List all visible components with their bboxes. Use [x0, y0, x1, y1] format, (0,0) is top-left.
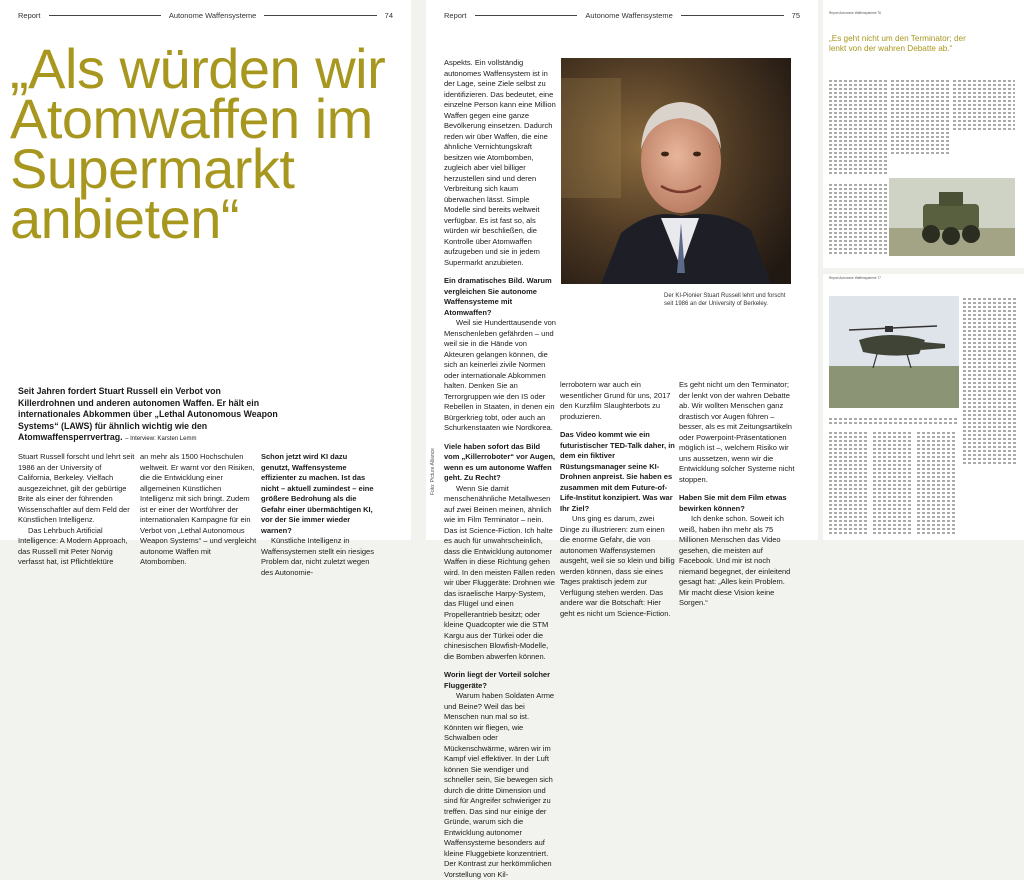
interview-answer: Uns ging es darum, zwei Dinge zu illustrieren: zum einen die enorme Gefahr, die von autonomen Waffensystemen ausgeht, weil sie so klein und billig werden können, dass sie eines Tages praktisch jedem zur Verfügung stehen werden. Das andere war die Botschaft: Hier geht es nicht um Science-Fiction. [560, 514, 675, 618]
article-column-1 [18, 452, 136, 566]
portrait-illustration [561, 58, 791, 284]
article-column-1 [444, 58, 556, 879]
headline: „Als würden wir Atomwaffen im Supermarkt anbieten“ [10, 37, 386, 250]
header-rule [264, 15, 376, 16]
article-column-2 [140, 452, 257, 566]
byline: – Interview: Karsten Lemm [125, 436, 197, 442]
photo-caption: Der KI-Pionier Stuart Russell lehrt und forscht seit 1986 an der University of Berkeley. [664, 293, 786, 307]
running-title: Autonome Waffensysteme [585, 10, 673, 20]
running-title: Autonome Waffensysteme [168, 10, 257, 20]
right-page [426, 0, 818, 879]
article-column-2 [560, 380, 675, 618]
interview-question: Das Video kommt wie ein futuristischer TED-Talk daher, in dem ein fiktiver Rüstungsmanager seine KI-Drohnen anpreist. Sie haben es zusammen mit dem Future-of-Life-Institut konzipiert. Was war Ihr Ziel? [560, 430, 675, 513]
interview-answer: Warum haben Soldaten Arme und Beine? Weil das bei Menschen nun mal so ist. Könnten wir fliegen, wie Schwalben oder Mückenschwärme, wären wir im Kampf viel effektiver. In der Luft können Sie wendiger und schneller sein, Sie bewegen sich durch die dritte Dimension und sind für Angreifer schwieriger zu treffen. Das sind nur einige der Gründe, warum sich die Entwicklung autonomer Waffensysteme besonders auf kleine Fluggebiete konzentriert. Der Kontrast zur herkömmlichen Vorstellung von Kil- [444, 691, 555, 879]
thumb-vehicle-photo [889, 178, 1015, 256]
subheadline [18, 386, 278, 446]
interview-question: Viele haben sofort das Bild vom „Killerroboter“ vor Augen, wenn es um autonome Waffen geht. Zu Recht? [444, 441, 555, 482]
header-rule [49, 15, 161, 16]
body-paragraph: Aspekts. Ein vollständig autonomes Waffensystem ist in der Lage, seine Ziele selbst zu identifizieren. Das bedeutet, eine einzelne Person kann eine Million Waffen gegen eine ganze Bevölkerung einsetzen. Dadurch reden wir über Waffen, die eine ähnliche Vernichtungskraft besitzen wie Atombomben, zugleich aber viel billiger herzustellen sind und deren Verbreitung sich kaum überwachen lässt. Simple Modelle sind bereits weltweit verfügbar. Es ist fast so, als würden wir beschließen, die Kontrolle über Atomwaffen aufzugeben und sie in jedem Supermarkt anzubieten. [444, 58, 556, 267]
thumb-column [963, 296, 1018, 466]
thumb-column [829, 182, 887, 258]
interview-question: Schon jetzt wird KI dazu genutzt, Waffensysteme effizienter zu machen. Ist das nicht – aktuell zumindest – eine größere Bedrohung als die Gefahr einer übermächtigen KI, vor der Sie immer wieder warnen? [261, 452, 374, 535]
article-column-3 [679, 380, 797, 607]
body-paragraph: Es geht nicht um den Terminator; der lenkt von der wahren Debatte ab. Wir wollten Menschen ganz drastisch vor Augen führen – besser, als es mit Zeitungsartikeln oder Powerpoint-Präsentationen möglich ist –, welchem Risiko wir uns aussetzen, wenn wir die Entwicklung solcher Systeme nicht stoppen. [679, 380, 795, 484]
article-column-3 [261, 452, 378, 577]
thumb-column [829, 78, 887, 178]
thumb-drone-photo [829, 296, 959, 408]
page-header [18, 9, 393, 21]
next-spread-thumbnail [823, 0, 1024, 540]
page-number: 75 [791, 10, 800, 20]
page-number: 74 [384, 10, 393, 20]
body-paragraph: an mehr als 1500 Hochschulen weltweit. Er warnt vor den Risiken, die die Entwicklung einer allgemeinen Künstlichen Intelligenz mit sich bringt. Zudem ist er einer der Wortführer der internationalen Kampagne für ein Verbot von „Lethal Autonomous Weapon Systems“ – und vergleicht autonome Waffen mit Atombomben. [140, 452, 257, 566]
interview-answer: Wenn Sie damit menschenähnliche Metallwesen auf zwei Beinen meinen, ähnlich wie im Film Terminator – nein. Das ist Science-Fiction. Ich halte es auch für unwahrscheinlich, dass die Entwicklung autonomer Waffen in diese Richtung gehen wird. In den meisten Fällen reden wir über Fluggeräte: Drohnen wie das israelische Harpy-System, das Flügel und einen Propellerantrieb besitzt; oder kleine Quadcopter wie die STM Kargu aus der Türkei oder die chinesischen Blowfish-Modelle, die Bomben abwerfen können. [444, 483, 555, 661]
thumb-column [829, 430, 869, 536]
interview-answer: Ich denke schon. Soweit ich weiß, haben ihn mehr als 75 Millionen Menschen das Video gesehen, die meisten auf Facebook. Und mir ist noch niemand begegnet, der einleitend gesagt hat: „Alles kein Problem. Mir macht diese Vision keine Sorgen.“ [679, 514, 791, 607]
interview-question: Ein dramatisches Bild. Warum vergleichen Sie autonome Waffensysteme mit Atomwaffen? [444, 276, 552, 317]
subheadline-text: Seit Jahren fordert Stuart Russell ein Verbot von Killerdrohnen und anderen autonomen Waffen. Er hält ein internationales Abkommen über „Lethal Autonomous Weapon Systems“ (LAWS) für ähnlich wichtig wie den Atomwaffensperrvertrag. [18, 386, 278, 442]
interview-question: Haben Sie mit dem Film etwas bewirken können? [679, 493, 787, 513]
pull-quote: „Es geht nicht um den Terminator; der lenkt von der wahren Debatte ab.“ [829, 34, 966, 53]
thumb-column [891, 78, 949, 158]
left-page [0, 0, 411, 577]
thumb-divider [823, 268, 1024, 274]
thumb-text-block-bottom [829, 430, 959, 540]
header-rule [681, 15, 784, 16]
body-paragraph: lerrobotern war auch ein wesentlicher Grund für uns, 2017 den Kurzfilm Slaughterbots zu produzieren. [560, 380, 671, 421]
body-paragraph: Stuart Russell forscht und lehrt seit 1986 an der University of California, Berkeley. Vielfach ausgezeichnet, gilt der gebürtige Brite als einer der führenden Wissenschaftler auf dem Feld der Künstlichen Intelligenz. [18, 452, 135, 524]
photo-credit: Foto: Picture Alliance [430, 448, 436, 495]
thumb-column [953, 78, 1015, 158]
interview-question: Worin liegt der Vorteil solcher Fluggeräte? [444, 670, 550, 690]
portrait-photo [561, 58, 791, 284]
header-rule [475, 15, 578, 16]
page-header [444, 9, 800, 21]
section-label: Report [444, 10, 467, 20]
interview-answer: Künstliche Intelligenz in Waffensystemen stellt ein riesiges Problem dar, nicht zuletzt wegen des Autonomie- [261, 536, 374, 577]
section-label: Report [18, 10, 41, 20]
thumb-header-bottom: Report Autonome Waffensysteme 77 [829, 276, 881, 280]
thumb-caption-lines [829, 416, 959, 426]
interview-answer: Weil sie Hunderttausende von Menschenleben gefährden – und weil sie in die Hände von Akteuren gelangen können, die sich an keinerlei zivile Normen oder internationale Abkommen halten. Denken Sie an Terrorgruppen wie den IS oder Rebellen in Staaten, in denen ein Bürgerkrieg tobt, oder auch an Schurkenstaaten wie Nordkorea. [444, 318, 556, 432]
body-paragraph: Das Lehrbuch Artificial Intelligence: A Modern Approach, das Russell mit Peter Norvig verfasst hat, ist Pflichtlektüre [18, 525, 128, 566]
thumb-header-top: Report Autonome Waffensysteme 76 [829, 11, 881, 15]
thumb-column [873, 430, 913, 536]
thumb-column [917, 430, 957, 536]
